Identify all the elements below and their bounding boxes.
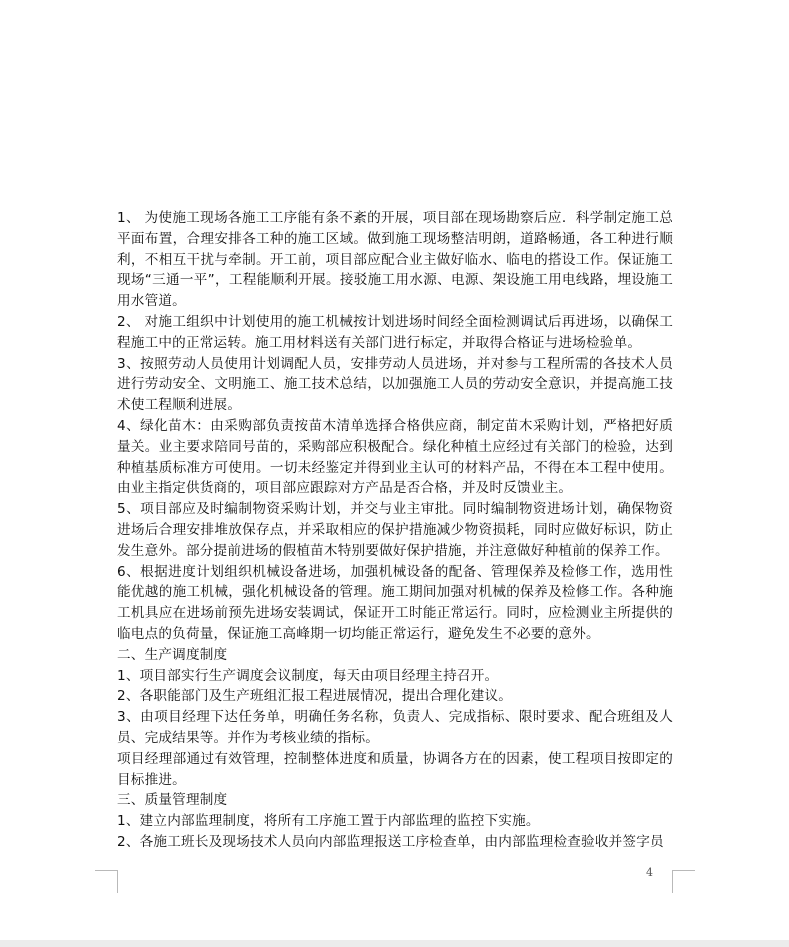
paragraph-4: 4、绿化苗木：由采购部负责按苗木清单选择合格供应商，制定苗木采购计划，严格把好质量关。业主要求陪同号苗的，采购部应积极配合。绿化种植土应经过有关部门的检验，达到种植基质标准方可使用。一切未经鉴定并得到业主认可的材料产品，不得在本工程中使用。由业主指定供货商的，项目部应跟踪对方产品是否合格，并及时反馈业主。 [117, 417, 673, 497]
paragraph-quality-2: 2、各施工班长及现场技术人员向内部监理报送工序检查单，由内部监理检查验收并签字员 [117, 833, 664, 850]
paragraph-2: 2、 对施工组织中计划使用的施工机械按计划进场时间经全面检测调试后再进场，以确保工程施工中的正常运转。施工用材料送有关部门进行标定，并取得合格证与进场检验单。 [117, 313, 673, 351]
paragraph-5: 5、项目部应及时编制物资采购计划，并交与业主审批。同时编制物资进场计划，确保物资进场后合理安排堆放保存点，并采取相应的保护措施减少物资损耗，同时应做好标识，防止发生意外。部分提前进场的假植苗木特别要做好保护措施，并注意做好种植前的保养工作。 [117, 501, 673, 559]
paragraph-scheduling-1: 1、项目部实行生产调度会议制度，每天由项目经理主持召开。 [117, 667, 499, 684]
paragraph-scheduling-summary: 项目经理部通过有效管理，控制整体进度和质量，协调各方在的因素，使工程项目按即定的目标推进。 [117, 750, 673, 788]
page-number: 4 [646, 866, 653, 879]
section-heading-quality-management: 三、质量管理制度 [117, 792, 228, 809]
paragraph-scheduling-2: 2、各职能部门及生产班组汇报工程进展情况，提出合理化建议。 [117, 688, 513, 705]
paragraph-1: 1、 为使施工现场各施工工序能有条不紊的开展，项目部在现场勘察后应．科学制定施工总平面布置，合理安排各工种的施工区域。做到施工现场整洁明朗，道路畅通，各工种进行顺利，不相互干扰与牵制。开工前，项目部应配合业主做好临水、临电的搭设工作。保证施工现场“三通一平”，工程能顺利开展。接驳施工用水源、电源、架设施工用电线路，埋设施工用水管道。 [117, 210, 673, 310]
paragraph-quality-1: 1、建立内部监理制度，将所有工序施工置于内部监理的监控下实施。 [117, 813, 540, 830]
margin-corner-mark-left [95, 870, 118, 893]
section-heading-production-scheduling: 二、生产调度制度 [117, 646, 228, 663]
page-gap-strip [0, 940, 789, 947]
page-body [117, 208, 673, 853]
margin-corner-mark-right [672, 870, 695, 893]
paragraph-6: 6、根据进度计划组织机械设备进场，加强机械设备的配备、管理保养及检修工作，选用性能优越的施工机械，强化机械设备的管理。施工期间加强对机械的保养及检修工作。各种施工机具应在进场前预先进场安装调试，保证开工时能正常运行。同时，应检测业主所提供的临电点的负荷量，保证施工高峰期一切均能正常运行，避免发生不必要的意外。 [117, 563, 673, 642]
paragraph-3: 3、按照劳动人员使用计划调配人员，安排劳动人员进场，并对参与工程所需的各技术人员进行劳动安全、文明施工、施工技术总结，以加强施工人员的劳动安全意识，并提高施工技术使工程顺利进展。 [117, 355, 673, 414]
paragraph-scheduling-3: 3、由项目经理下达任务单，明确任务名称，负责人、完成指标、限时要求、配合班组及人员、完成结果等。并作为考核业绩的指标。 [117, 709, 673, 746]
